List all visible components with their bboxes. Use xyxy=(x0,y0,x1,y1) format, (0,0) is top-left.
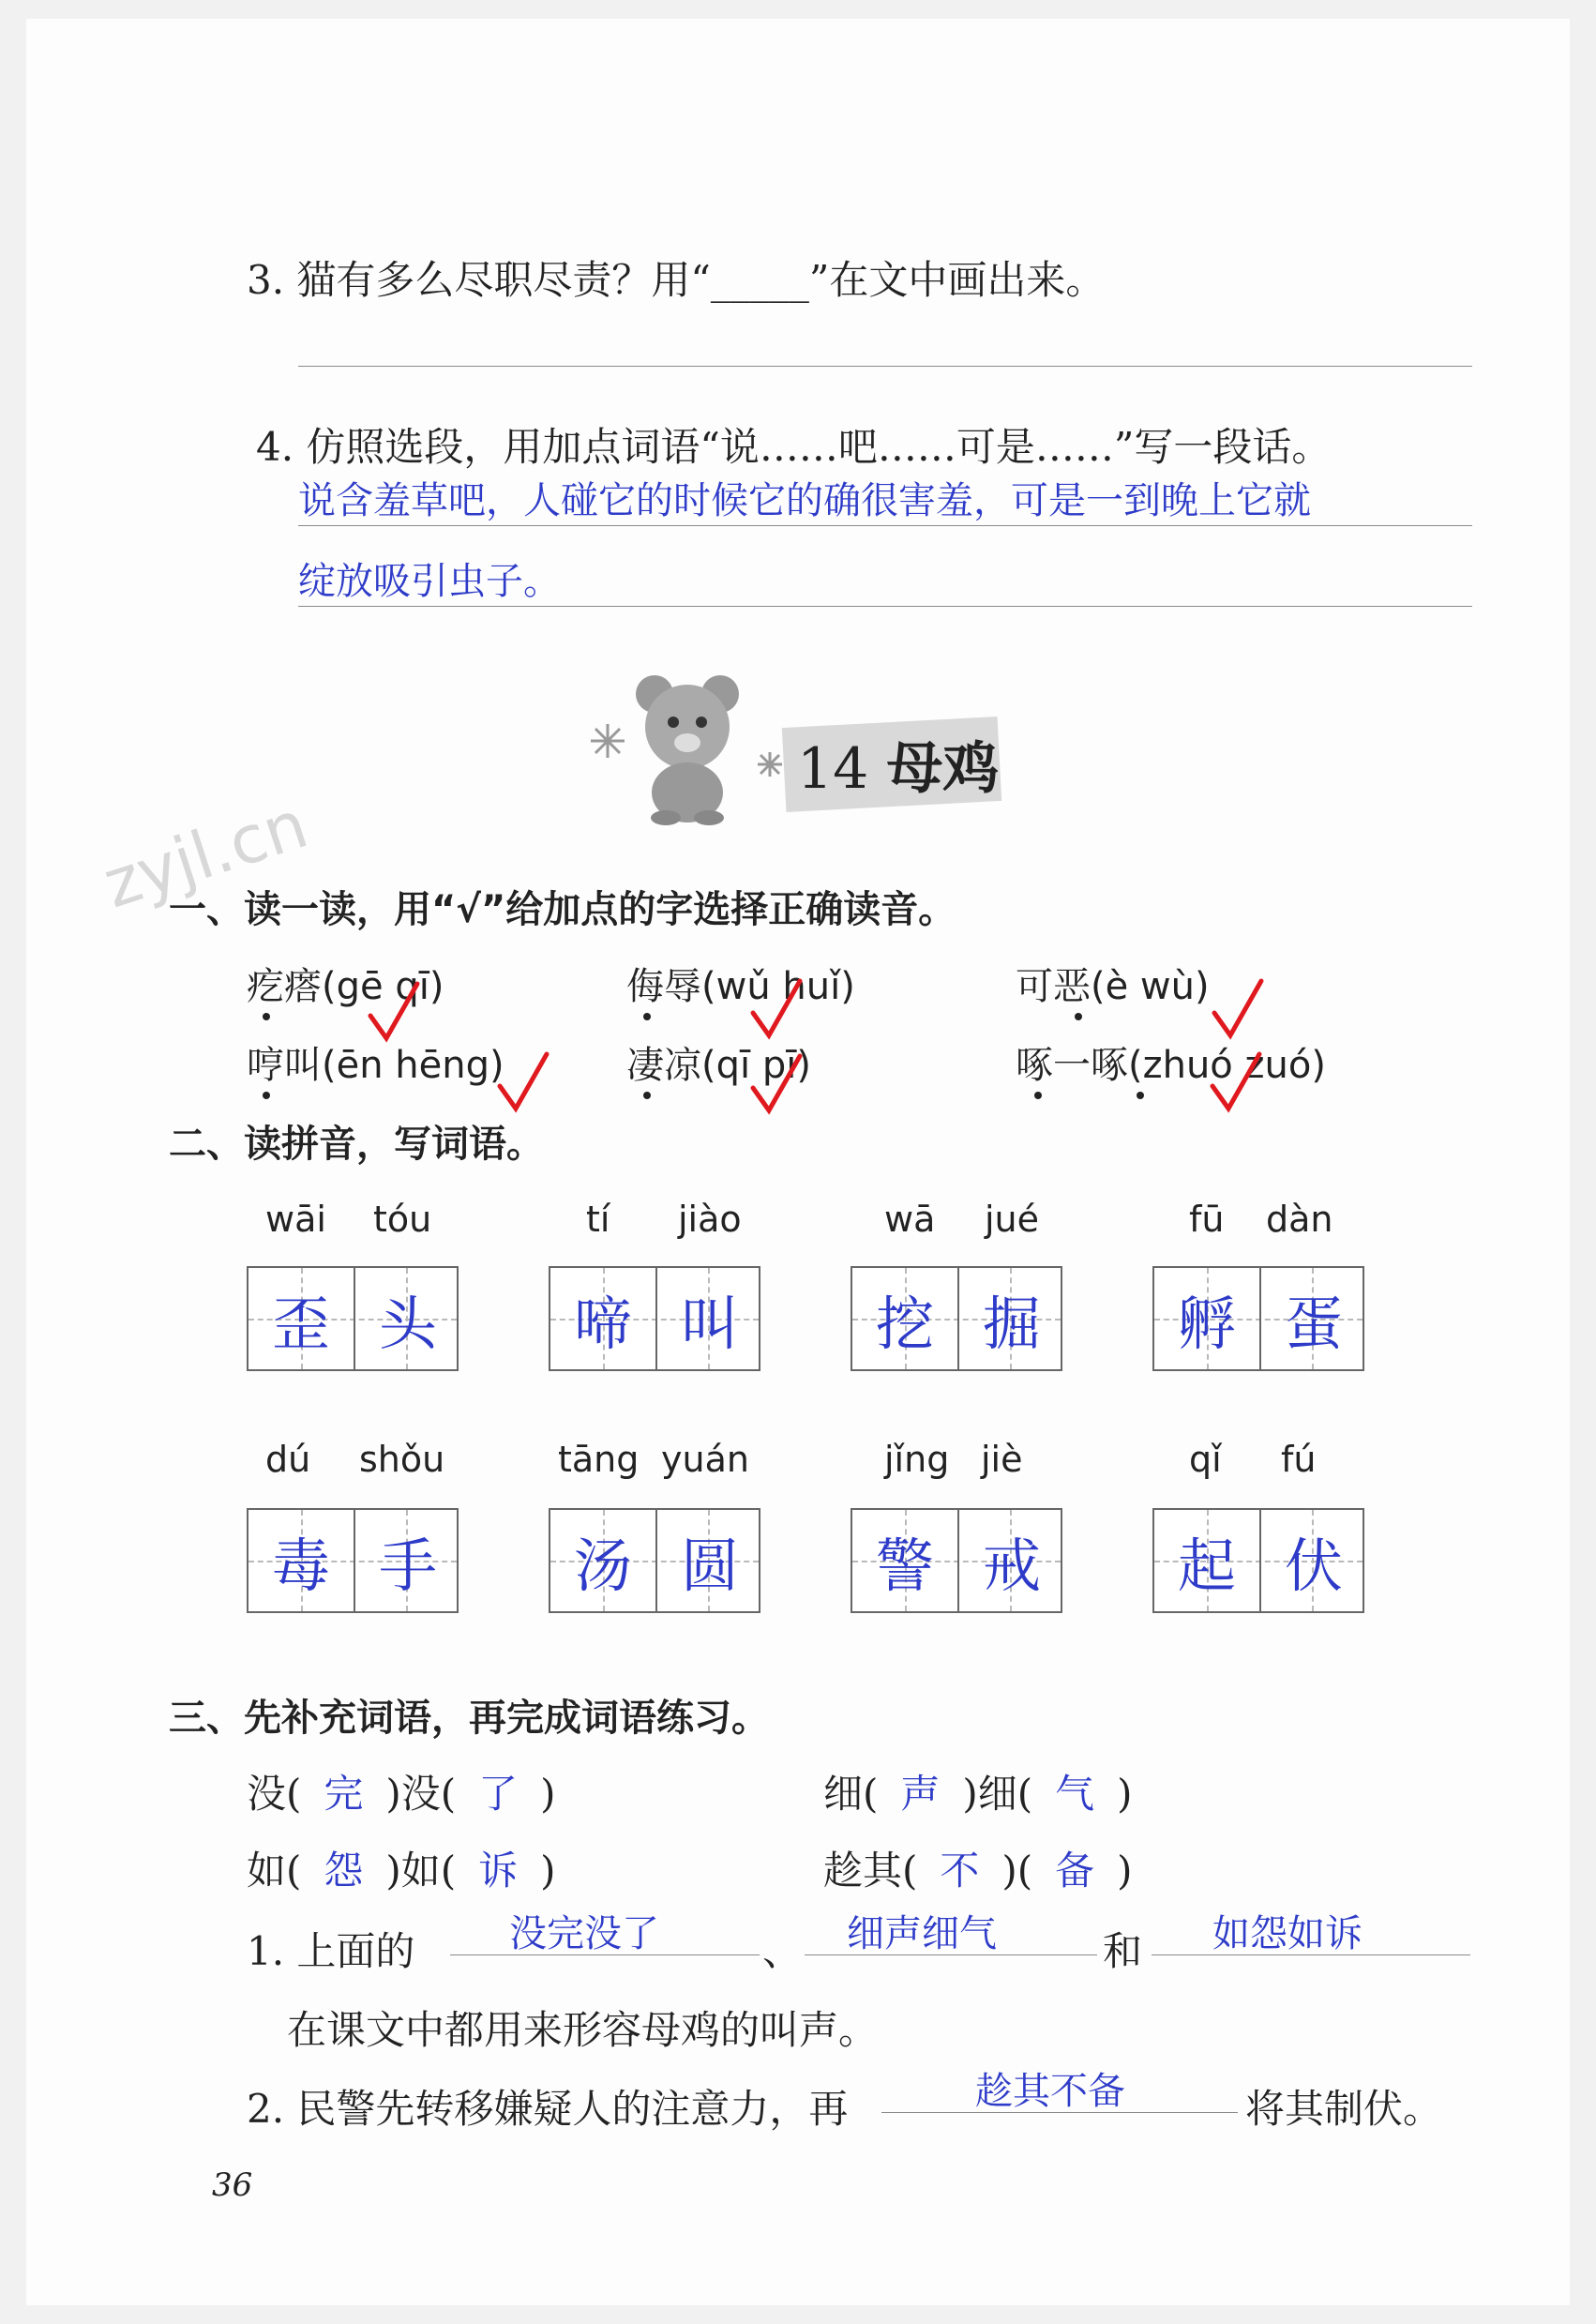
pinyin: jiè xyxy=(981,1439,1023,1480)
grid-char: 起 xyxy=(1177,1531,1236,1600)
reading-item: 凄凉(qī pī) xyxy=(626,1044,811,1087)
grid-char: 啼 xyxy=(573,1289,632,1358)
workbook-page xyxy=(26,19,1570,2305)
question-3-text-end: ”在文中画出来。 xyxy=(808,257,1106,303)
lesson-name: 母鸡 xyxy=(886,736,1000,802)
answer-line xyxy=(298,606,1472,607)
question-3-text: 3. 猫有多么尽职尽责？用“ xyxy=(247,257,711,303)
pinyin: fú xyxy=(1281,1439,1317,1480)
pinyin: tí xyxy=(586,1199,610,1240)
grid-char: 歪 xyxy=(271,1289,330,1358)
pinyin: shǒu xyxy=(359,1439,445,1480)
grid-char: 叫 xyxy=(655,1268,762,1369)
fill-answer: 备 xyxy=(1055,1848,1095,1894)
grid-char: 汤 xyxy=(573,1531,632,1600)
checkmark-icon xyxy=(748,1052,805,1118)
checkmark-icon xyxy=(1210,977,1266,1043)
idiom-fill: 趁其( 不 )( 备 ) xyxy=(823,1840,1133,1896)
writing-grid[interactable] xyxy=(549,1508,760,1613)
section-3-title: 三、先补充词语，再完成词语练习。 xyxy=(169,1697,769,1740)
idiom-fill: 如( 怨 )如( 诉 ) xyxy=(247,1840,556,1896)
emphasis-dot xyxy=(263,1013,270,1020)
grid-char: 头 xyxy=(354,1268,460,1369)
pinyin: jiào xyxy=(678,1199,742,1240)
emphasis-dot xyxy=(1137,1092,1144,1099)
writing-grid[interactable] xyxy=(851,1266,1062,1371)
answer-line xyxy=(298,525,1472,526)
lesson-header xyxy=(617,666,1011,835)
blank-line xyxy=(881,2112,1238,2113)
question-3-2-end: 将其制伏。 xyxy=(1245,2086,1443,2132)
idiom-fill: 细( 声 )细( 气 ) xyxy=(823,1763,1133,1819)
fill-answer: 趁其不备 xyxy=(975,2070,1125,2113)
pinyin: wā xyxy=(884,1199,936,1240)
fill-answer: 如怨如诉 xyxy=(1212,1912,1363,1955)
grid-char: 警 xyxy=(875,1531,934,1600)
grid-char: 掘 xyxy=(957,1268,1064,1369)
separator: 、 xyxy=(762,1928,803,1974)
grid-char: 蛋 xyxy=(1259,1268,1366,1369)
fill-answer: 声 xyxy=(900,1771,941,1817)
reading-item: 侮辱(wǔ huǐ) xyxy=(626,965,855,1008)
lesson-title xyxy=(797,724,999,805)
emphasis-dot xyxy=(1075,1013,1082,1020)
blank-line xyxy=(1152,1954,1470,1955)
emphasis-dot xyxy=(643,1013,651,1020)
grid-char: 手 xyxy=(354,1510,460,1611)
reading-item: 可恶(è wù) xyxy=(1016,965,1210,1008)
question-3-blank: _____ xyxy=(710,257,809,303)
emphasis-dot xyxy=(263,1092,270,1099)
fill-answer: 了 xyxy=(478,1771,519,1817)
blank-line xyxy=(450,1954,760,1955)
section-2-title: 二、读拼音，写词语。 xyxy=(169,1123,544,1166)
writing-grid[interactable] xyxy=(1152,1508,1364,1613)
grid-char: 伏 xyxy=(1259,1510,1366,1611)
pinyin: wāi xyxy=(265,1199,326,1240)
pinyin: tóu xyxy=(373,1199,432,1240)
pinyin: dàn xyxy=(1266,1199,1333,1240)
lesson-number: 14 xyxy=(797,736,869,802)
writing-grid[interactable] xyxy=(247,1266,459,1371)
question-3 xyxy=(247,249,1105,306)
question-3-2: 2. 民警先转移嫌疑人的注意力，再 xyxy=(247,2086,849,2132)
pinyin: dú xyxy=(265,1439,311,1480)
pinyin: yuán xyxy=(661,1439,749,1480)
question-3-1-line-2: 在课文中都用来形容母鸡的叫声。 xyxy=(287,2007,879,2053)
reading-item: 哼叫(ēn hēng) xyxy=(247,1044,504,1087)
fill-answer: 细声细气 xyxy=(847,1912,997,1955)
reading-item: 疙瘩(gē qī) xyxy=(247,965,444,1008)
snowflake-icon xyxy=(589,722,626,760)
snowflake-icon xyxy=(756,750,784,778)
reading-item: 啄一啄(zhuó zuó) xyxy=(1016,1044,1326,1087)
separator: 和 xyxy=(1103,1928,1143,1974)
grid-char: 挖 xyxy=(875,1289,934,1358)
emphasis-dot xyxy=(1034,1092,1042,1099)
watermark: zyjl.cn xyxy=(94,785,317,924)
page-number: 36 xyxy=(212,2166,253,2204)
writing-grid[interactable] xyxy=(247,1508,459,1613)
pinyin: jué xyxy=(985,1199,1040,1240)
pinyin: tāng xyxy=(558,1439,640,1480)
section-1-title: 一、读一读，用“√”给加点的字选择正确读音。 xyxy=(169,888,956,931)
checkmark-icon xyxy=(495,1050,551,1116)
fill-answer: 没完没了 xyxy=(509,1912,659,1955)
idiom-fill: 没( 完 )没( 了 ) xyxy=(247,1763,556,1819)
bear-icon xyxy=(617,666,758,825)
fill-answer: 诉 xyxy=(478,1848,519,1894)
emphasis-dot xyxy=(643,1092,651,1099)
blank-line xyxy=(805,1954,1097,1955)
pinyin: jǐng xyxy=(884,1439,950,1480)
writing-grid[interactable] xyxy=(1152,1266,1364,1371)
question-4: 4. 仿照选段，用加点词语“说……吧……可是……”写一段话。 xyxy=(256,424,1332,470)
question-4-answer-line-1: 说含羞草吧，人碰它的时候它的确很害羞，可是一到晚上它就 xyxy=(298,479,1311,522)
fill-answer: 怨 xyxy=(324,1848,364,1894)
grid-char: 毒 xyxy=(271,1531,330,1600)
checkmark-icon xyxy=(748,977,805,1043)
fill-answer: 不 xyxy=(940,1848,980,1894)
question-3-1: 1. 上面的 xyxy=(247,1928,415,1974)
writing-grid[interactable] xyxy=(851,1508,1062,1613)
fill-answer: 完 xyxy=(324,1771,364,1817)
grid-char: 圆 xyxy=(655,1510,762,1611)
grid-char: 戒 xyxy=(957,1510,1064,1611)
checkmark-icon xyxy=(1208,1050,1264,1116)
writing-grid[interactable] xyxy=(549,1266,760,1371)
fill-answer: 气 xyxy=(1055,1771,1095,1817)
pinyin: fū xyxy=(1189,1199,1225,1240)
answer-line xyxy=(298,366,1472,367)
question-4-answer-line-2: 绽放吸引虫子。 xyxy=(298,560,561,603)
grid-char: 孵 xyxy=(1177,1289,1236,1358)
pinyin: qǐ xyxy=(1189,1439,1222,1480)
